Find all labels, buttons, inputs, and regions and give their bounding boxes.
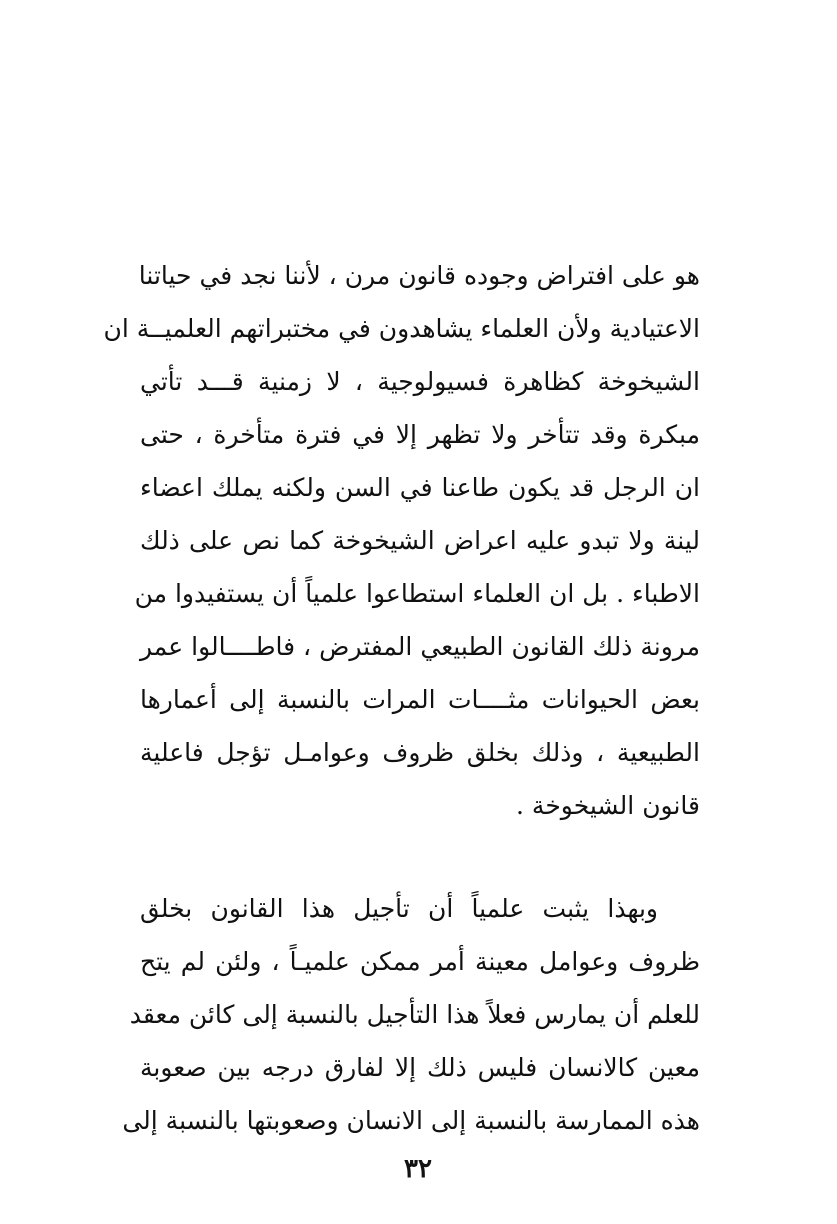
paragraph-line: ان الرجل قد يكون طاعنا في السن ولكنه يملك اعضاء	[140, 473, 700, 502]
paragraph-line: معين كالانسان فليس ذلك إلا لفارق درجه بين صعوبة	[140, 1053, 700, 1082]
paragraph-line: هو على افتراض وجوده قانون مرن ، لأننا نجد في حياتنا	[138, 261, 700, 290]
paragraph-line: ظروف وعوامل معينة أمر ممكن علميـاً ، ولئن لم يتح	[140, 947, 700, 976]
paragraph-line: مرونة ذلك القانون الطبيعي المفترض ، فاطــــالوا عمر	[140, 632, 700, 661]
paragraph-line: الاطباء . بل ان العلماء استطاعوا علمياً أن يستفيدوا من	[134, 579, 700, 608]
paragraph-line: هذه الممارسة بالنسبة إلى الانسان وصعوبتها بالنسبة إلى	[122, 1106, 700, 1135]
paragraph-line: مبكرة وقد تتأخر ولا تظهر إلا في فترة متأخرة ، حتى	[140, 420, 700, 449]
paragraph-line: قانون الشيخوخة .	[516, 791, 700, 820]
paragraph-2	[122, 882, 700, 1147]
paragraph-line: وبهذا يثبت علمياً أن تأجيل هذا القانون بخلق	[140, 894, 658, 923]
paragraph-line: للعلم أن يمارس فعلاً هذا التأجيل بالنسبة إلى كائن معقد	[129, 1000, 700, 1029]
paragraph-1	[103, 249, 700, 832]
page-number: ٣٢	[404, 1154, 432, 1184]
paragraph-line: الطبيعية ، وذلك بخلق ظروف وعوامـل تؤجل فاعلية	[140, 738, 700, 767]
paragraph-line: بعض الحيوانات مثــــات المرات بالنسبة إلى أعمارها	[140, 685, 700, 714]
paragraph-line: الشيخوخة كظاهرة فسيولوجية ، لا زمنية قـــد تأتي	[140, 367, 700, 396]
paragraph-line: الاعتيادية ولأن العلماء يشاهدون في مختبراتهم العلميــة ان	[103, 314, 700, 343]
paragraph-line: لينة ولا تبدو عليه اعراض الشيخوخة كما نص على ذلك	[140, 526, 700, 555]
